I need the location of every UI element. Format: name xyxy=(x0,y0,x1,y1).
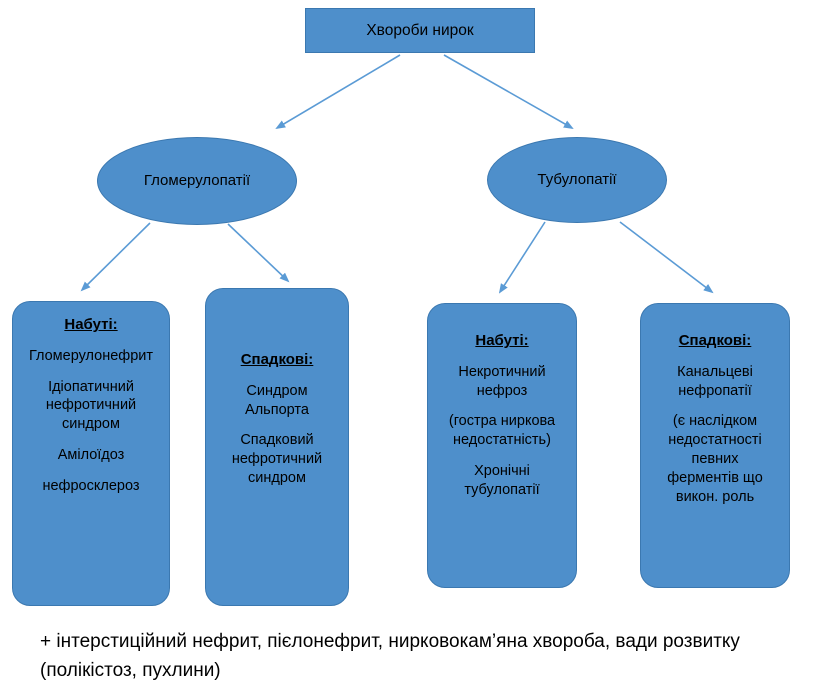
box-title: Спадкові: xyxy=(678,332,752,349)
edge-root-to-tubulopathies xyxy=(444,55,572,128)
node-glomerulopathies-label: Гломерулопатії xyxy=(143,171,251,189)
box-item: (є наслідком недостатності певних ферментів що викон. роль xyxy=(667,413,763,505)
node-tubulopathies-hereditary xyxy=(640,303,790,588)
box-item: Амілоїдоз xyxy=(57,447,125,464)
node-tubulopathies xyxy=(487,137,667,223)
node-glomerulopathies xyxy=(97,137,297,225)
box-item: нефросклероз xyxy=(42,477,140,494)
box-item: Хронічні тубулопатії xyxy=(464,463,540,498)
footer-note: + інтерстиційний нефрит, пієлонефрит, нирковокам’яна хвороба, вади розвитку (полікістоз, пухлини) xyxy=(40,631,740,681)
edge-tubulopathies-to-acquired xyxy=(500,222,545,292)
box-item: Канальцеві нефропатії xyxy=(677,363,753,399)
node-root-label: Хвороби нирок xyxy=(366,21,474,39)
node-glomerulopathies-acquired xyxy=(12,301,170,606)
box-item: Гломерулонефрит xyxy=(28,347,154,364)
box-title: Спадкові: xyxy=(240,351,314,368)
box-item: Спадковий нефротичний синдром xyxy=(231,432,323,487)
edge-glomerulopathies-to-hereditary xyxy=(228,224,288,281)
node-glomerulopathies-hereditary xyxy=(205,288,349,606)
edge-tubulopathies-to-hereditary xyxy=(620,222,712,292)
box-title: Набуті: xyxy=(64,316,118,333)
box-item: Ідіопатичний нефротичний синдром xyxy=(45,378,137,433)
box-item: Некротичний нефроз xyxy=(458,363,546,399)
box-item: Синдром Альпорта xyxy=(245,382,309,418)
box-title: Набуті: xyxy=(475,332,529,349)
edge-root-to-glomerulopathies xyxy=(277,55,400,128)
node-tubulopathies-acquired xyxy=(427,303,577,588)
node-root xyxy=(305,8,535,53)
node-tubulopathies-label: Тубулопатії xyxy=(537,170,617,188)
box-item: (гостра ниркова недостатність) xyxy=(448,413,556,449)
edge-glomerulopathies-to-acquired xyxy=(82,223,150,290)
